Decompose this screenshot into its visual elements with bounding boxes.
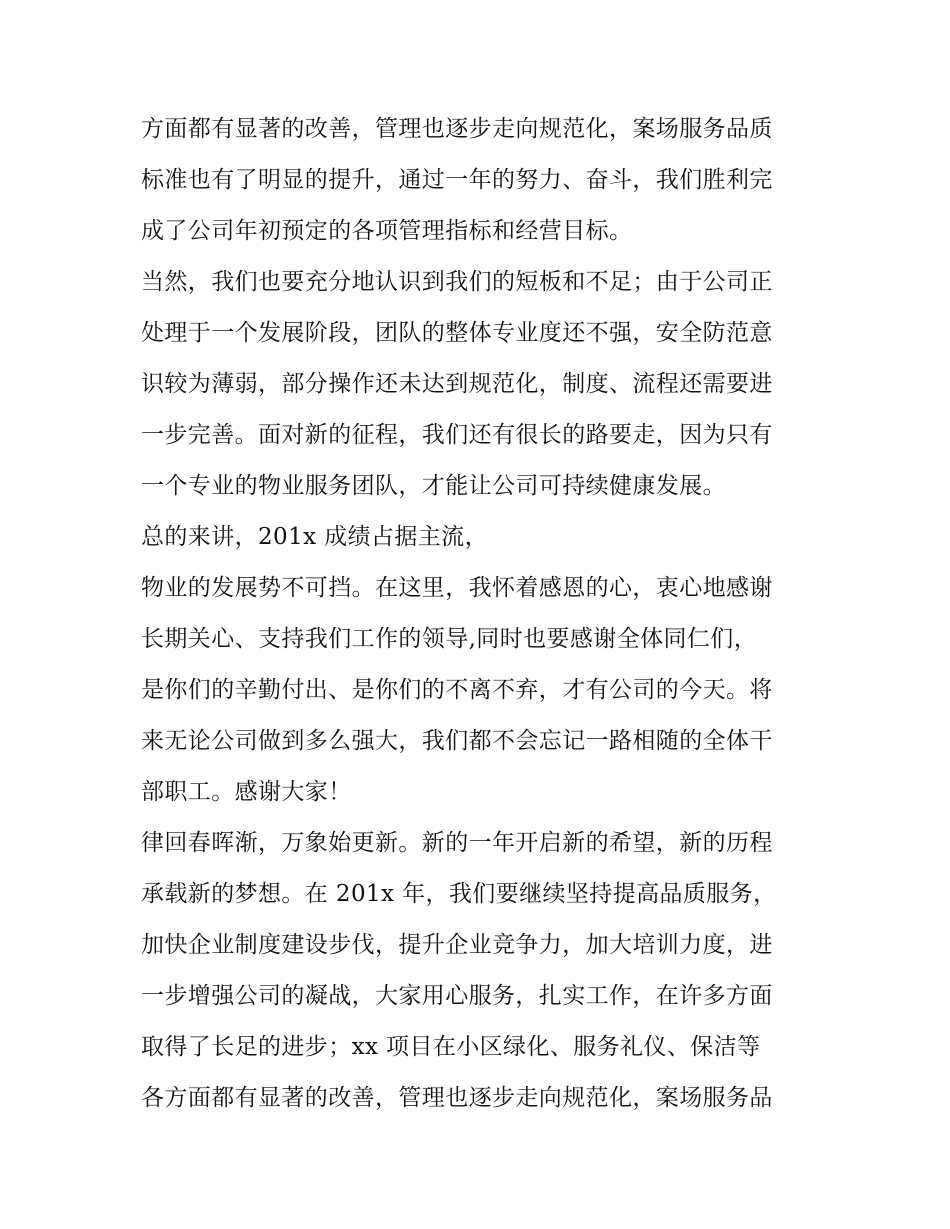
text-line: 物业的发展势不可挡。在这里，我怀着感恩的心，衷心地感谢 bbox=[141, 575, 773, 601]
text-line: 一个专业的物业服务团队，才能让公司可持续健康发展。 bbox=[141, 473, 726, 499]
text-line: 各方面都有显著的改善，管理也逐步走向规范化，案场服务品 bbox=[141, 1085, 773, 1111]
text-line: 标准也有了明显的提升，通过一年的努力、奋斗，我们胜利完 bbox=[141, 167, 773, 193]
text-line: 长期关心、支持我们工作的领导,同时也要感谢全体同仁们， bbox=[141, 626, 758, 652]
text-line: 识较为薄弱，部分操作还未达到规范化，制度、流程还需要进 bbox=[141, 371, 773, 397]
text-line: 一步增强公司的凝战，大家用心服务，扎实工作，在许多方面 bbox=[141, 983, 773, 1009]
text-line: 承载新的梦想。在 201x 年，我们要继续坚持提高品质服务， bbox=[141, 881, 777, 907]
text-line: 来无论公司做到多么强大，我们都不会忘记一路相随的全体干 bbox=[141, 728, 773, 754]
text-line: 方面都有显著的改善，管理也逐步走向规范化，案场服务品质 bbox=[141, 116, 773, 142]
text-line: 一步完善。面对新的征程，我们还有很长的路要走，因为只有 bbox=[141, 422, 773, 448]
text-line: 是你们的辛勤付出、是你们的不离不弃，才有公司的今天。将 bbox=[141, 677, 773, 703]
text-line: 律回春晖渐，万象始更新。新的一年开启新的希望，新的历程 bbox=[141, 830, 773, 856]
text-line: 部职工。感谢大家！ bbox=[141, 779, 352, 805]
text-line: 当然，我们也要充分地认识到我们的短板和不足；由于公司正 bbox=[141, 269, 773, 295]
text-line: 取得了长足的进步；xx 项目在小区绿化、服务礼仪、保洁等 bbox=[141, 1034, 761, 1060]
body-text bbox=[141, 104, 821, 1124]
text-line: 成了公司年初预定的各项管理指标和经营目标。 bbox=[141, 218, 633, 244]
text-line: 总的来讲，201x 成绩占据主流， bbox=[141, 524, 488, 550]
text-line: 处理于一个发展阶段，团队的整体专业度还不强，安全防范意 bbox=[141, 320, 773, 346]
text-line: 加快企业制度建设步伐，提升企业竞争力，加大培训力度，进 bbox=[141, 932, 773, 958]
